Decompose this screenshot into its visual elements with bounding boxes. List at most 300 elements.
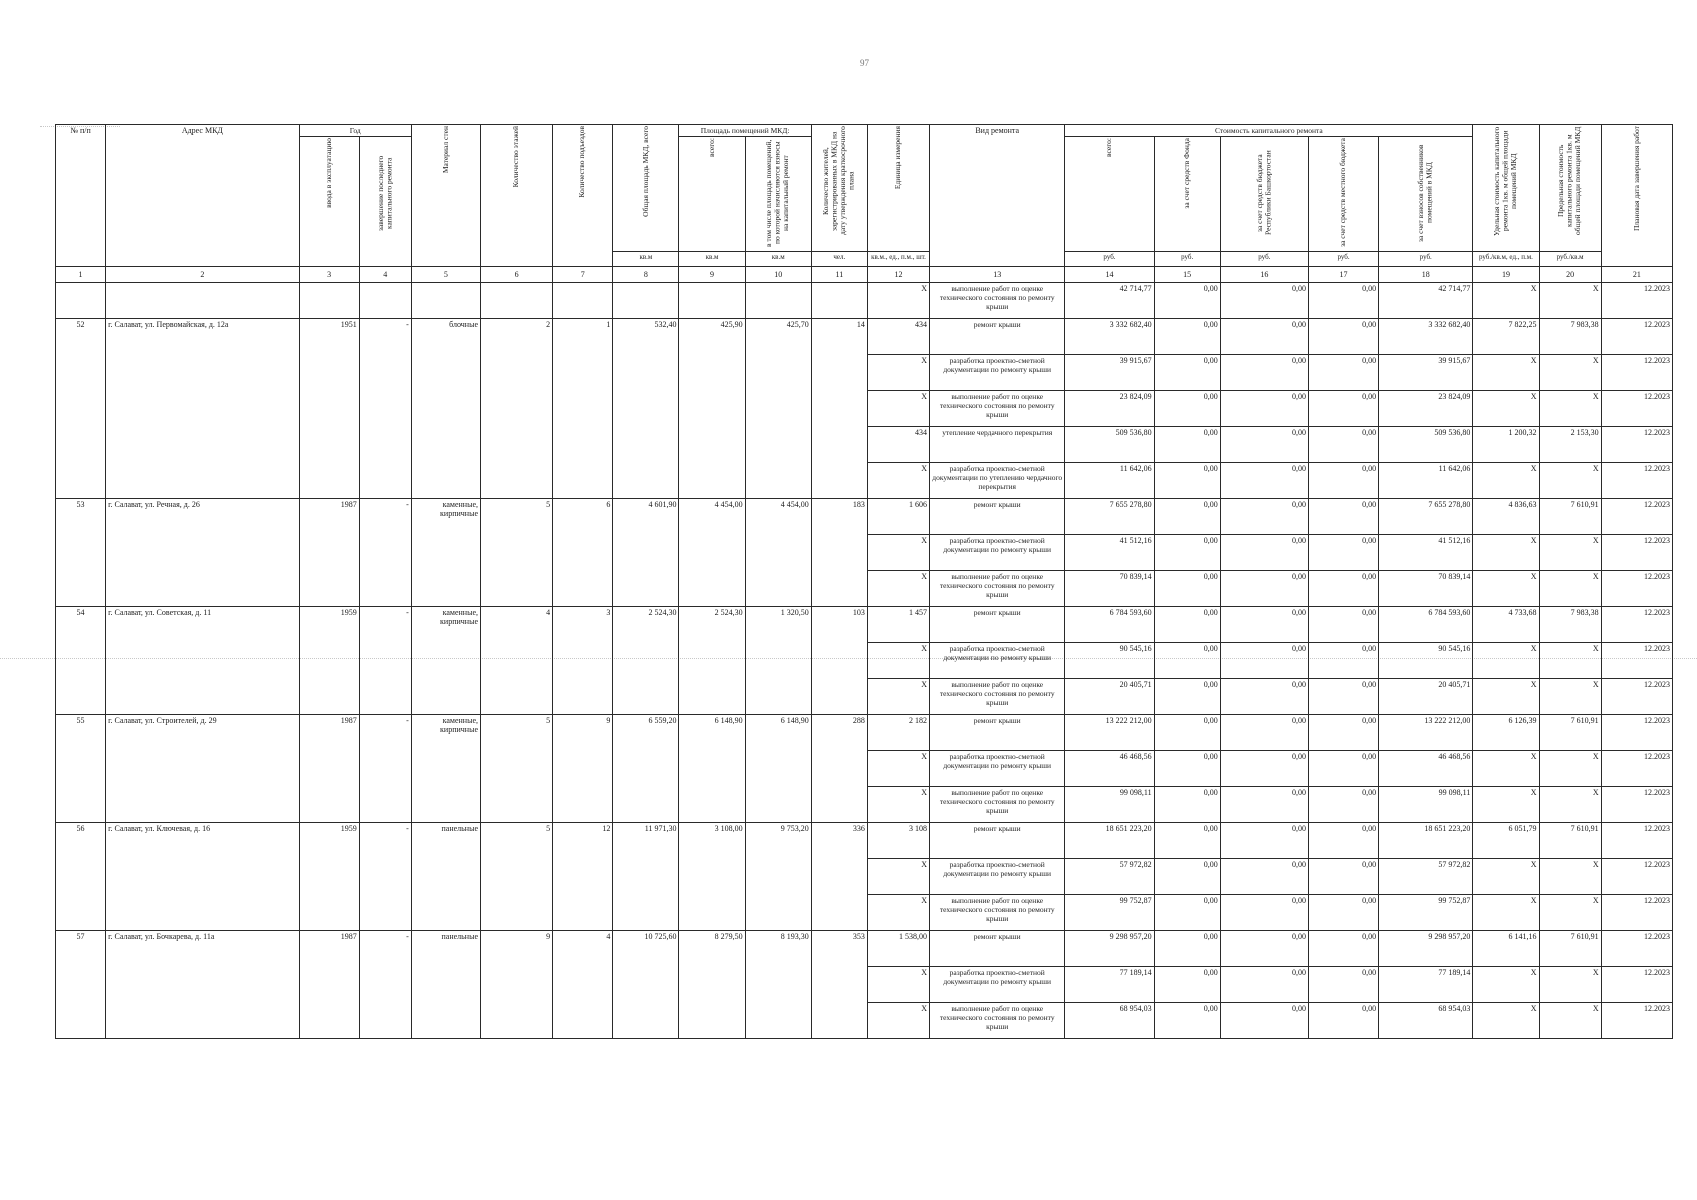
column-number: 2 — [106, 267, 299, 283]
cell-spec: 6 126,39 — [1473, 715, 1539, 751]
cell-limit: X — [1539, 535, 1601, 571]
capital-repair-table — [55, 124, 1673, 1039]
cell-work: разработка проектно-сметной документации по ремонту крыши — [930, 643, 1065, 679]
cell-rb: 0,00 — [1220, 355, 1308, 391]
table-row — [56, 607, 1673, 643]
cell-rb: 0,00 — [1220, 319, 1308, 355]
cell-owners: 70 839,14 — [1379, 571, 1473, 607]
cell-area: 4 454,00 — [679, 499, 745, 607]
cell-work: разработка проектно-сметной документации по ремонту крыши — [930, 355, 1065, 391]
cell-spec: X — [1473, 643, 1539, 679]
cell-work: разработка проектно-сметной документации по утеплению чердачного перекрытия — [930, 463, 1065, 499]
cell-lastrep: - — [359, 931, 411, 1039]
cell-date: 12.2023 — [1601, 751, 1672, 787]
cell-limit: X — [1539, 895, 1601, 931]
cell-total: 13 222 212,00 — [1065, 715, 1154, 751]
cell-date: 12.2023 — [1601, 319, 1672, 355]
cell-total-area: 10 725,60 — [613, 931, 679, 1039]
cell-addr — [106, 283, 299, 319]
cell-floors: 2 — [481, 319, 553, 499]
cell-total: 90 545,16 — [1065, 643, 1154, 679]
cell-owners: 509 536,80 — [1379, 427, 1473, 463]
cell-lastrep: - — [359, 715, 411, 823]
cell-limit: 7 983,38 — [1539, 607, 1601, 643]
cell-lastrep: - — [359, 607, 411, 715]
page-number: 97 — [860, 58, 869, 68]
cell-date: 12.2023 — [1601, 463, 1672, 499]
cell-owners: 77 189,14 — [1379, 967, 1473, 1003]
cell-limit: X — [1539, 859, 1601, 895]
cell-wall: панельные — [411, 931, 480, 1039]
cell-owners: 20 405,71 — [1379, 679, 1473, 715]
header-floors: Количество этажей — [481, 125, 553, 267]
column-number: 17 — [1308, 267, 1378, 283]
cell-work: разработка проектно-сметной документации по ремонту крыши — [930, 967, 1065, 1003]
cell-limit: 7 983,38 — [1539, 319, 1601, 355]
cell-wall: каменные, кирпичные — [411, 607, 480, 715]
cell-work: ремонт крыши — [930, 823, 1065, 859]
cell-spec: X — [1473, 355, 1539, 391]
header-residents: Количество жителей, зарегистрированных в МКД на дату утверждения краткосрочного плана — [811, 125, 867, 252]
header-cost-owners: за счет взносов собственников помещений в МКД — [1379, 137, 1473, 252]
cell-unit: X — [867, 859, 929, 895]
cell-fund: 0,00 — [1154, 283, 1220, 319]
cell-area-fee: 9 753,20 — [745, 823, 811, 931]
cell-unit: X — [867, 571, 929, 607]
header-total-area: Общая площадь МКД, всего — [613, 125, 679, 252]
cell-spec: X — [1473, 1003, 1539, 1039]
cell-date: 12.2023 — [1601, 715, 1672, 751]
cell-local: 0,00 — [1308, 859, 1378, 895]
header-specific-cost: Удельная стоимость капитального ремонта 1кв. м общей площади помещений МКД — [1473, 125, 1539, 252]
cell-spec: X — [1473, 787, 1539, 823]
column-number: 10 — [745, 267, 811, 283]
cell-total-area: 11 971,30 — [613, 823, 679, 931]
cell-num: 57 — [56, 931, 106, 1039]
cell-limit: X — [1539, 967, 1601, 1003]
cell-date: 12.2023 — [1601, 1003, 1672, 1039]
cell-local: 0,00 — [1308, 607, 1378, 643]
cell-date: 12.2023 — [1601, 571, 1672, 607]
column-number: 7 — [553, 267, 613, 283]
cell-limit: 7 610,91 — [1539, 931, 1601, 967]
cell-unit: X — [867, 787, 929, 823]
cell-local: 0,00 — [1308, 931, 1378, 967]
column-number: 4 — [359, 267, 411, 283]
cell-work: ремонт крыши — [930, 715, 1065, 751]
column-number: 19 — [1473, 267, 1539, 283]
cell-work: выполнение работ по оценке технического состояния по ремонту крыши — [930, 787, 1065, 823]
cell-owners: 41 512,16 — [1379, 535, 1473, 571]
cell-owners: 39 915,67 — [1379, 355, 1473, 391]
cell-local: 0,00 — [1308, 895, 1378, 931]
cell-entr: 9 — [553, 715, 613, 823]
cell-total: 46 468,56 — [1065, 751, 1154, 787]
cell-fund: 0,00 — [1154, 355, 1220, 391]
cell-unit: X — [867, 463, 929, 499]
table-row — [56, 319, 1673, 355]
cell-total: 3 332 682,40 — [1065, 319, 1154, 355]
cell-residents: 103 — [811, 607, 867, 715]
unit-10: кв.м — [745, 252, 811, 267]
cell-unit: X — [867, 355, 929, 391]
cell-entr: 12 — [553, 823, 613, 931]
header-year-commission: ввода в эксплуатацию — [299, 137, 359, 267]
cell-unit: X — [867, 1003, 929, 1039]
cell-total: 18 651 223,20 — [1065, 823, 1154, 859]
cell-total-area: 532,40 — [613, 319, 679, 499]
cell-work: выполнение работ по оценке технического состояния по ремонту крыши — [930, 571, 1065, 607]
cell-floors — [481, 283, 553, 319]
cell-unit: 3 108 — [867, 823, 929, 859]
cell-num: 54 — [56, 607, 106, 715]
cell-limit: X — [1539, 463, 1601, 499]
cell-date: 12.2023 — [1601, 859, 1672, 895]
header-area-group: Площадь помещений МКД: — [679, 125, 811, 137]
cell-num: 55 — [56, 715, 106, 823]
cell-rb: 0,00 — [1220, 751, 1308, 787]
cell-fund: 0,00 — [1154, 535, 1220, 571]
header-cost-fund: за счет средств Фонда — [1154, 137, 1220, 252]
cell-spec: X — [1473, 391, 1539, 427]
header-cost-republic: за счет средств бюджета Республики Башкортостан — [1220, 137, 1308, 252]
cell-total: 99 752,87 — [1065, 895, 1154, 931]
cell-entr: 6 — [553, 499, 613, 607]
cell-addr: г. Салават, ул. Бочкарева, д. 11а — [106, 931, 299, 1039]
cell-local: 0,00 — [1308, 319, 1378, 355]
cell-spec: 4 836,63 — [1473, 499, 1539, 535]
cell-date: 12.2023 — [1601, 967, 1672, 1003]
table-row — [56, 931, 1673, 967]
cell-local: 0,00 — [1308, 535, 1378, 571]
column-number-row — [56, 267, 1673, 283]
column-number: 3 — [299, 267, 359, 283]
cell-local: 0,00 — [1308, 283, 1378, 319]
cell-date: 12.2023 — [1601, 823, 1672, 859]
cell-owners: 11 642,06 — [1379, 463, 1473, 499]
cell-total: 11 642,06 — [1065, 463, 1154, 499]
unit-8: кв.м — [613, 252, 679, 267]
cell-lastrep — [359, 283, 411, 319]
cell-fund: 0,00 — [1154, 859, 1220, 895]
cell-spec: X — [1473, 463, 1539, 499]
cell-local: 0,00 — [1308, 1003, 1378, 1039]
unit-14: руб. — [1065, 252, 1154, 267]
cell-total: 9 298 957,20 — [1065, 931, 1154, 967]
cell-residents: 336 — [811, 823, 867, 931]
cell-work: ремонт крыши — [930, 607, 1065, 643]
cell-rb: 0,00 — [1220, 535, 1308, 571]
unit-17: руб. — [1308, 252, 1378, 267]
cell-rb: 0,00 — [1220, 499, 1308, 535]
header-limit-cost: Предельная стоимость капитального ремонта 1кв. м общей площади помещений МКД — [1539, 125, 1601, 252]
cell-rb: 0,00 — [1220, 823, 1308, 859]
cell-date: 12.2023 — [1601, 391, 1672, 427]
cell-owners: 23 824,09 — [1379, 391, 1473, 427]
cell-unit: 1 457 — [867, 607, 929, 643]
cell-addr: г. Салават, ул. Строителей, д. 29 — [106, 715, 299, 823]
cell-residents: 14 — [811, 319, 867, 499]
cell-owners: 13 222 212,00 — [1379, 715, 1473, 751]
cell-date: 12.2023 — [1601, 499, 1672, 535]
cell-work: утепление чердачного перекрытия — [930, 427, 1065, 463]
cell-work: разработка проектно-сметной документации по ремонту крыши — [930, 751, 1065, 787]
cell-unit: X — [867, 391, 929, 427]
cell-work: выполнение работ по оценке технического состояния по ремонту крыши — [930, 283, 1065, 319]
cell-num: 56 — [56, 823, 106, 931]
cell-residents — [811, 283, 867, 319]
cell-date: 12.2023 — [1601, 427, 1672, 463]
cell-area — [679, 283, 745, 319]
cell-rb: 0,00 — [1220, 427, 1308, 463]
cell-local: 0,00 — [1308, 391, 1378, 427]
column-number: 5 — [411, 267, 480, 283]
cell-lastrep: - — [359, 319, 411, 499]
cell-owners: 90 545,16 — [1379, 643, 1473, 679]
cell-spec: X — [1473, 967, 1539, 1003]
cell-fund: 0,00 — [1154, 643, 1220, 679]
cell-rb: 0,00 — [1220, 787, 1308, 823]
cell-work: выполнение работ по оценке технического состояния по ремонту крыши — [930, 1003, 1065, 1039]
cell-limit: X — [1539, 751, 1601, 787]
cell-limit: 7 610,91 — [1539, 823, 1601, 859]
cell-addr: г. Салават, ул. Первомайская, д. 12а — [106, 319, 299, 499]
unit-16: руб. — [1220, 252, 1308, 267]
cell-wall — [411, 283, 480, 319]
cell-rb: 0,00 — [1220, 571, 1308, 607]
cell-unit: X — [867, 751, 929, 787]
cell-limit: X — [1539, 355, 1601, 391]
unit-20: руб./кв.м — [1539, 252, 1601, 267]
cell-unit: 1 606 — [867, 499, 929, 535]
cell-local: 0,00 — [1308, 679, 1378, 715]
cell-year: 1987 — [299, 931, 359, 1039]
column-number: 14 — [1065, 267, 1154, 283]
cell-limit: X — [1539, 1003, 1601, 1039]
column-number: 9 — [679, 267, 745, 283]
cell-num — [56, 283, 106, 319]
cell-work: выполнение работ по оценке технического состояния по ремонту крыши — [930, 895, 1065, 931]
cell-fund: 0,00 — [1154, 463, 1220, 499]
cell-rb: 0,00 — [1220, 967, 1308, 1003]
cell-unit: X — [867, 895, 929, 931]
header-last-repair: завершение последнего капитального ремонта — [359, 137, 411, 267]
cell-owners: 3 332 682,40 — [1379, 319, 1473, 355]
cell-limit: 2 153,30 — [1539, 427, 1601, 463]
header-address: Адрес МКД — [106, 125, 299, 267]
cell-spec: X — [1473, 895, 1539, 931]
cell-rb: 0,00 — [1220, 859, 1308, 895]
column-number: 20 — [1539, 267, 1601, 283]
cell-lastrep: - — [359, 823, 411, 931]
cell-owners: 46 468,56 — [1379, 751, 1473, 787]
header-wall-material: Материал стен — [411, 125, 480, 267]
header-num: № п/п — [56, 125, 106, 267]
cell-num: 52 — [56, 319, 106, 499]
header-unit: Единица измерения — [867, 125, 929, 252]
cell-limit: X — [1539, 679, 1601, 715]
cell-year: 1987 — [299, 715, 359, 823]
cell-fund: 0,00 — [1154, 571, 1220, 607]
unit-9: кв.м — [679, 252, 745, 267]
unit-15: руб. — [1154, 252, 1220, 267]
cell-total: 509 536,80 — [1065, 427, 1154, 463]
cell-spec: 7 822,25 — [1473, 319, 1539, 355]
cell-lastrep: - — [359, 499, 411, 607]
cell-date: 12.2023 — [1601, 535, 1672, 571]
cell-owners: 18 651 223,20 — [1379, 823, 1473, 859]
header-area-fee: в том числе площадь помещений, по которой начисляются взносы на капитальный ремонт — [745, 137, 811, 252]
cell-fund: 0,00 — [1154, 895, 1220, 931]
cell-spec: X — [1473, 283, 1539, 319]
cell-owners: 6 784 593,60 — [1379, 607, 1473, 643]
cell-area-fee — [745, 283, 811, 319]
cell-wall: каменные, кирпичные — [411, 715, 480, 823]
column-number: 6 — [481, 267, 553, 283]
cell-work: выполнение работ по оценке технического состояния по ремонту крыши — [930, 679, 1065, 715]
cell-work: ремонт крыши — [930, 931, 1065, 967]
cell-entr — [553, 283, 613, 319]
cell-fund: 0,00 — [1154, 931, 1220, 967]
cell-fund: 0,00 — [1154, 607, 1220, 643]
cell-owners: 99 098,11 — [1379, 787, 1473, 823]
cell-limit: X — [1539, 643, 1601, 679]
cell-unit: 434 — [867, 427, 929, 463]
cell-total: 42 714,77 — [1065, 283, 1154, 319]
cell-spec: 1 200,32 — [1473, 427, 1539, 463]
cell-local: 0,00 — [1308, 571, 1378, 607]
column-number: 16 — [1220, 267, 1308, 283]
cell-spec: 4 733,68 — [1473, 607, 1539, 643]
cell-total: 41 512,16 — [1065, 535, 1154, 571]
cell-spec: 6 051,79 — [1473, 823, 1539, 859]
cell-fund: 0,00 — [1154, 715, 1220, 751]
cell-rb: 0,00 — [1220, 283, 1308, 319]
cell-total: 20 405,71 — [1065, 679, 1154, 715]
column-number: 21 — [1601, 267, 1672, 283]
cell-limit: X — [1539, 571, 1601, 607]
cell-wall: панельные — [411, 823, 480, 931]
cell-rb: 0,00 — [1220, 607, 1308, 643]
header-entrances: Количество подъездов — [553, 125, 613, 267]
cell-rb: 0,00 — [1220, 391, 1308, 427]
cell-local: 0,00 — [1308, 355, 1378, 391]
cell-rb: 0,00 — [1220, 715, 1308, 751]
cell-residents: 288 — [811, 715, 867, 823]
column-number: 13 — [930, 267, 1065, 283]
cell-rb: 0,00 — [1220, 679, 1308, 715]
cell-area: 2 524,30 — [679, 607, 745, 715]
cell-entr: 4 — [553, 931, 613, 1039]
cell-unit: X — [867, 283, 929, 319]
cell-date: 12.2023 — [1601, 931, 1672, 967]
cell-spec: X — [1473, 859, 1539, 895]
cell-floors: 5 — [481, 823, 553, 931]
cell-owners: 42 714,77 — [1379, 283, 1473, 319]
cell-date: 12.2023 — [1601, 679, 1672, 715]
cell-spec: 6 141,16 — [1473, 931, 1539, 967]
cell-wall: каменные, кирпичные — [411, 499, 480, 607]
cell-rb: 0,00 — [1220, 895, 1308, 931]
cell-owners: 99 752,87 — [1379, 895, 1473, 931]
cell-fund: 0,00 — [1154, 319, 1220, 355]
cell-total: 7 655 278,80 — [1065, 499, 1154, 535]
cell-fund: 0,00 — [1154, 391, 1220, 427]
cell-addr: г. Салават, ул. Речная, д. 26 — [106, 499, 299, 607]
column-number: 1 — [56, 267, 106, 283]
cell-spec: X — [1473, 571, 1539, 607]
cell-limit: 7 610,91 — [1539, 499, 1601, 535]
header-work-type: Вид ремонта — [930, 125, 1065, 267]
cell-rb: 0,00 — [1220, 643, 1308, 679]
column-number: 11 — [811, 267, 867, 283]
cell-entr: 3 — [553, 607, 613, 715]
cell-local: 0,00 — [1308, 643, 1378, 679]
column-number: 12 — [867, 267, 929, 283]
cell-spec: X — [1473, 751, 1539, 787]
cell-date: 12.2023 — [1601, 787, 1672, 823]
cell-total: 99 098,11 — [1065, 787, 1154, 823]
cell-area-fee: 8 193,30 — [745, 931, 811, 1039]
cell-area: 3 108,00 — [679, 823, 745, 931]
cell-total: 39 915,67 — [1065, 355, 1154, 391]
cell-year: 1959 — [299, 823, 359, 931]
cell-local: 0,00 — [1308, 751, 1378, 787]
cell-num: 53 — [56, 499, 106, 607]
header-area-total: всего: — [679, 137, 745, 252]
column-number: 18 — [1379, 267, 1473, 283]
cell-year: 1959 — [299, 607, 359, 715]
cell-unit: X — [867, 967, 929, 1003]
cell-owners: 7 655 278,80 — [1379, 499, 1473, 535]
cell-residents: 353 — [811, 931, 867, 1039]
table-row — [56, 283, 1673, 319]
cell-local: 0,00 — [1308, 715, 1378, 751]
cell-total: 70 839,14 — [1065, 571, 1154, 607]
unit-18: руб. — [1379, 252, 1473, 267]
cell-limit: X — [1539, 391, 1601, 427]
cell-local: 0,00 — [1308, 499, 1378, 535]
cell-fund: 0,00 — [1154, 427, 1220, 463]
cell-total: 6 784 593,60 — [1065, 607, 1154, 643]
table-row — [56, 499, 1673, 535]
cell-fund: 0,00 — [1154, 499, 1220, 535]
cell-owners: 9 298 957,20 — [1379, 931, 1473, 967]
cell-area: 425,90 — [679, 319, 745, 499]
cell-total: 77 189,14 — [1065, 967, 1154, 1003]
unit-11: чел. — [811, 252, 867, 267]
cell-floors: 5 — [481, 715, 553, 823]
cell-work: выполнение работ по оценке технического состояния по ремонту крыши — [930, 391, 1065, 427]
cell-entr: 1 — [553, 319, 613, 499]
cell-owners: 57 972,82 — [1379, 859, 1473, 895]
cell-unit: X — [867, 535, 929, 571]
cell-area-fee: 4 454,00 — [745, 499, 811, 607]
cell-total-area: 2 524,30 — [613, 607, 679, 715]
cell-year — [299, 283, 359, 319]
cell-wall: блочные — [411, 319, 480, 499]
cell-local: 0,00 — [1308, 823, 1378, 859]
table-row — [56, 823, 1673, 859]
cell-floors: 9 — [481, 931, 553, 1039]
header-year-group: Год — [299, 125, 411, 137]
cell-work: ремонт крыши — [930, 319, 1065, 355]
cell-unit: 2 182 — [867, 715, 929, 751]
cell-limit: 7 610,91 — [1539, 715, 1601, 751]
cell-limit: X — [1539, 787, 1601, 823]
cell-residents: 183 — [811, 499, 867, 607]
cell-unit: 1 538,00 — [867, 931, 929, 967]
